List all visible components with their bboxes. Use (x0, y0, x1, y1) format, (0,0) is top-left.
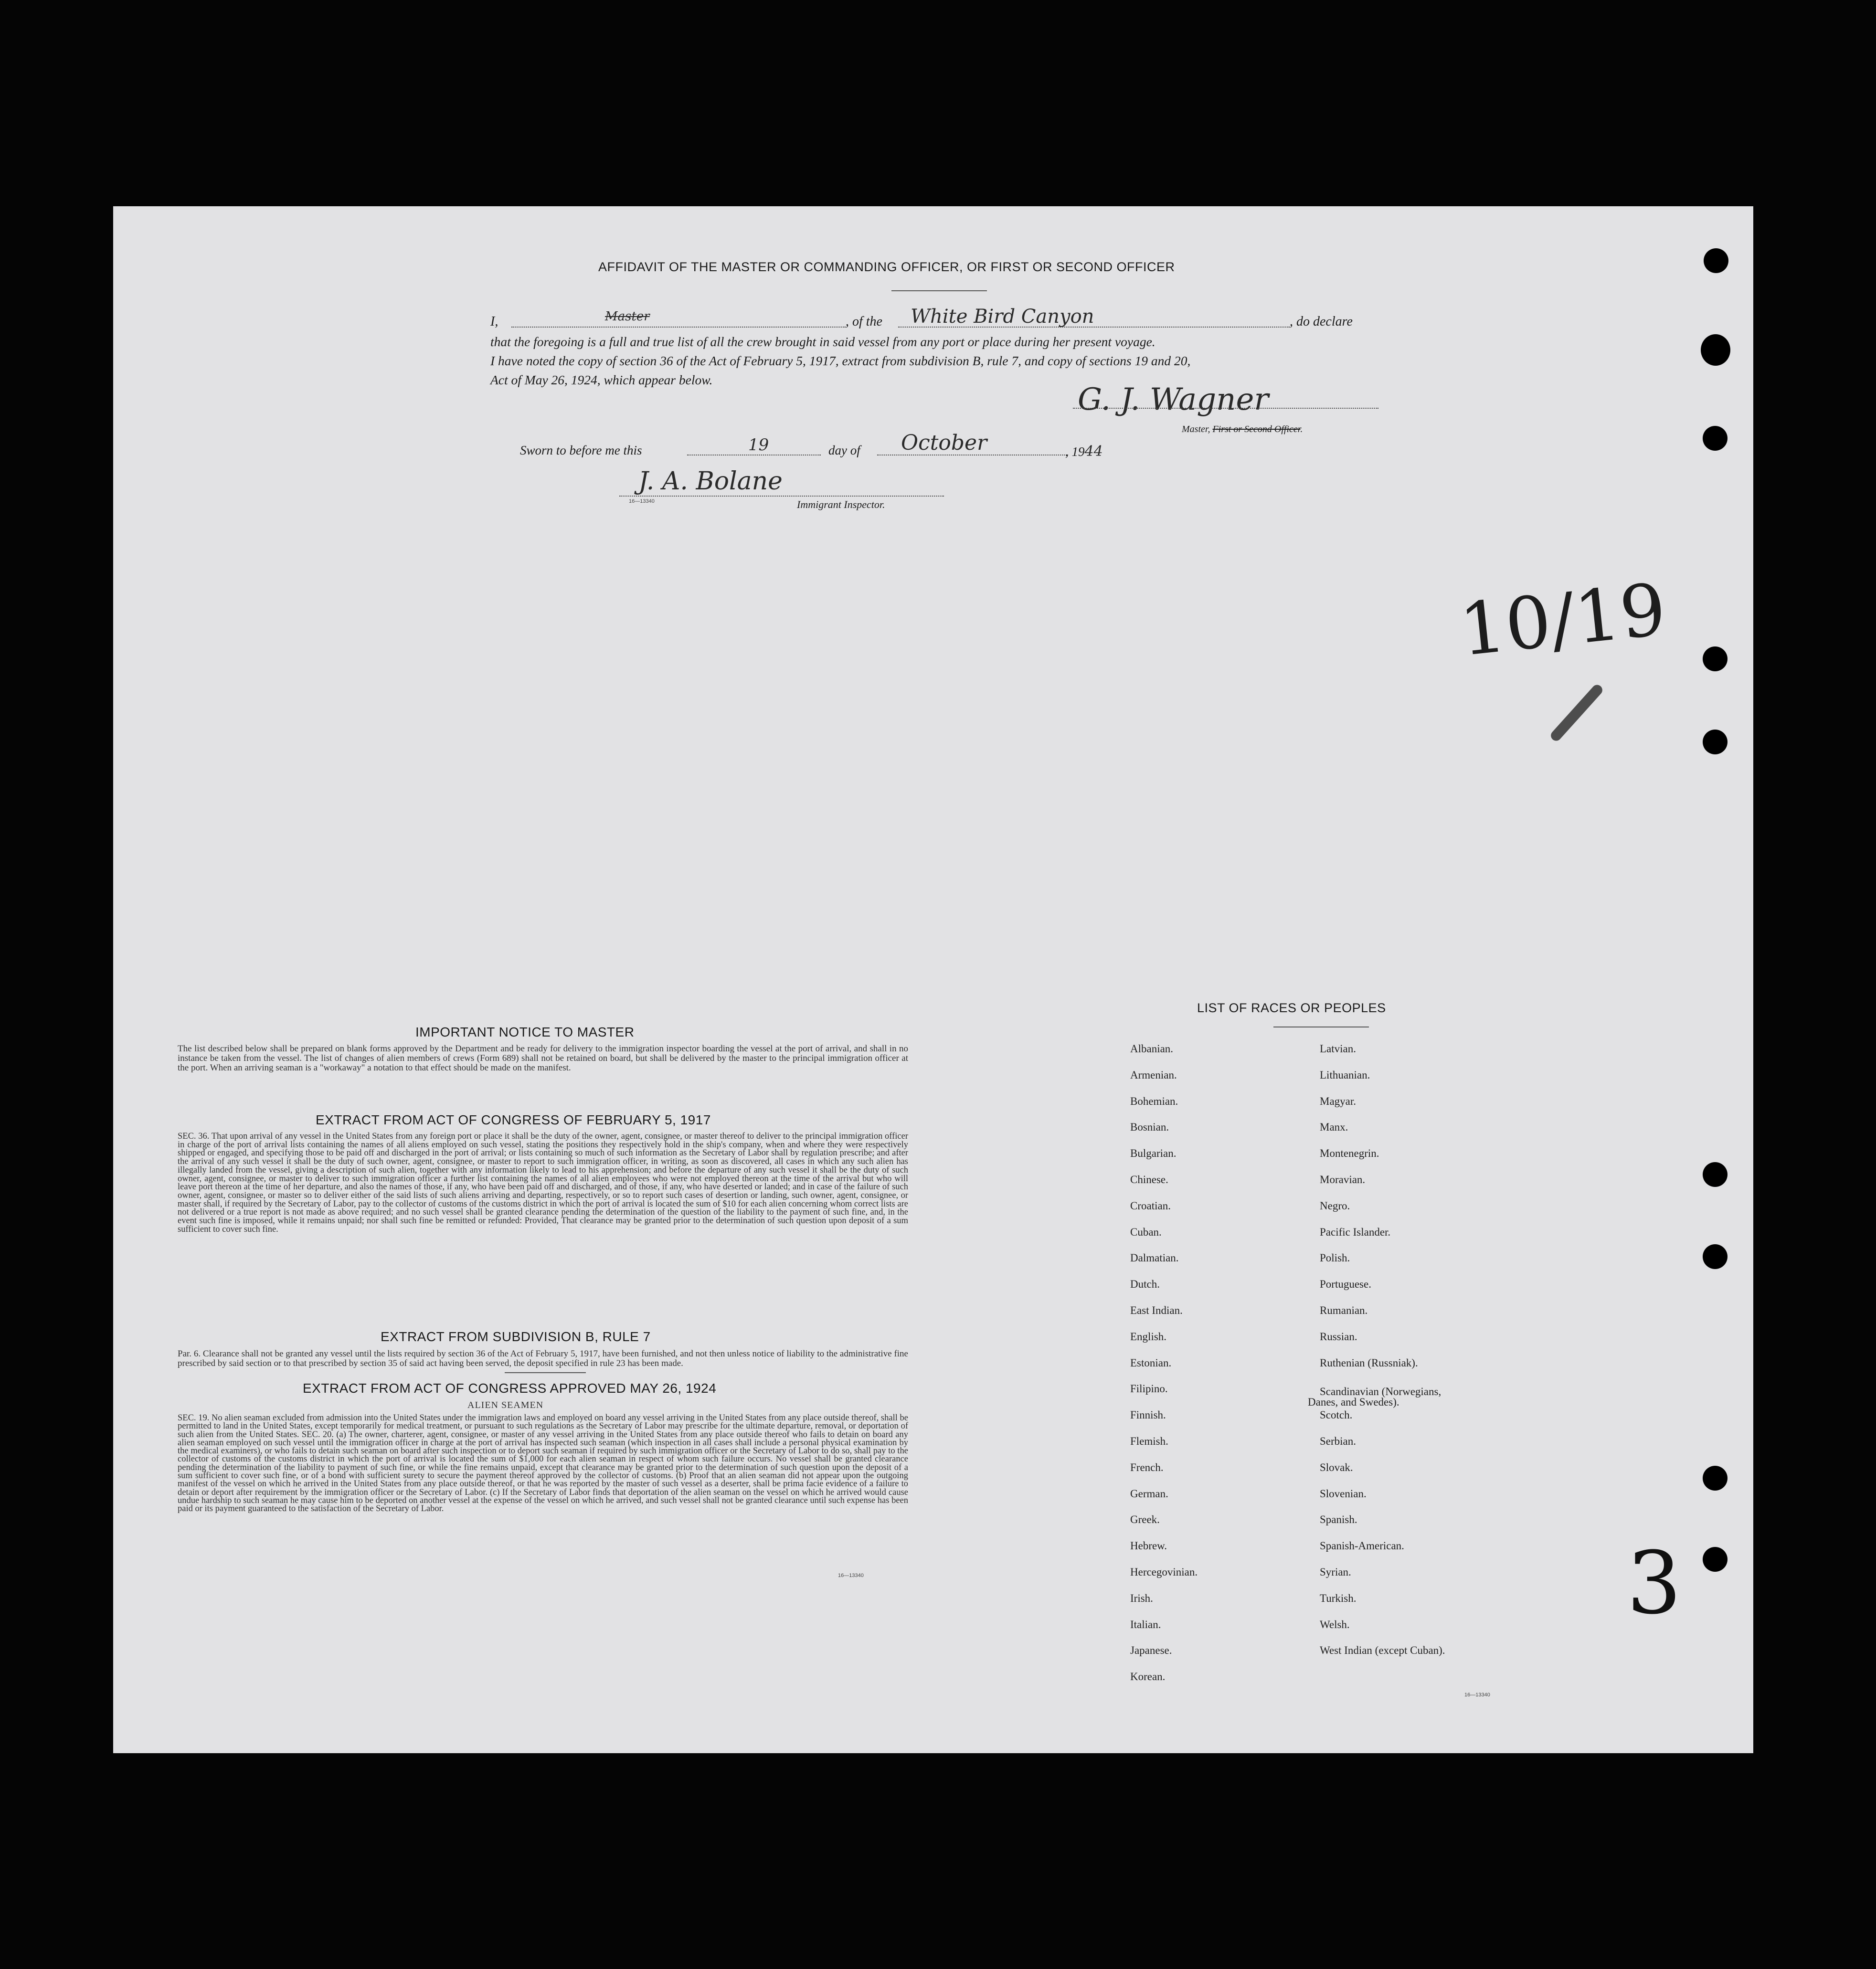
struck-name: Master (605, 309, 650, 324)
race-item-right: Syrian. (1320, 1566, 1351, 1578)
race-item-right: Portuguese. (1320, 1278, 1371, 1291)
race-item-left: Irish. (1130, 1592, 1153, 1604)
extract-form-number: 16—13340 (838, 1573, 864, 1578)
extract-1924-subtitle: ALIEN SEAMEN (467, 1400, 544, 1410)
race-item-left: Estonian. (1130, 1356, 1172, 1369)
affidavit-of-the: , of the (846, 314, 882, 329)
race-item-right: Scandinavian (Norwegians, (1320, 1386, 1441, 1398)
race-item-left: Bosnian. (1130, 1121, 1169, 1133)
master-signature: G. J. Wagner (1078, 382, 1269, 417)
race-item-left: Croatian. (1130, 1199, 1171, 1212)
race-item-right: Russian. (1320, 1330, 1357, 1343)
race-item-left: French. (1130, 1461, 1164, 1473)
race-item-left: Filipino. (1130, 1383, 1168, 1395)
extract-rule7-text: Par. 6. Clearance shall not be granted any vessel until the lists required by section 36 of the Act of February 5, 1917, have been furnished, and not then unless notice of liability to the administrative fine prescribed by said section or to that prescribed by section 35 of said act having been served, the deposit specified in rule 23 has been made. (178, 1349, 908, 1368)
sworn-year: , 1944 (1065, 443, 1103, 460)
race-item-left: Flemish. (1130, 1435, 1168, 1447)
binder-hole (1703, 1466, 1728, 1491)
race-item-right: Lithuanian. (1320, 1069, 1370, 1081)
races-form-number: 16—13340 (1464, 1692, 1490, 1698)
handwritten-page-number: 3 (1627, 1534, 1682, 1633)
affidavit-i: I, (490, 314, 498, 329)
race-item-right: Turkish. (1320, 1592, 1357, 1604)
race-item-right: Spanish. (1320, 1514, 1357, 1526)
race-item-left: Korean. (1130, 1671, 1166, 1683)
race-item-left: Greek. (1130, 1514, 1160, 1526)
sworn-day-of: day of (828, 443, 860, 457)
affidavit-form-number: 16—13340 (629, 498, 655, 504)
sworn-day: 19 (748, 435, 769, 455)
affidavit-title: AFFIDAVIT OF THE MASTER OR COMMANDING OFFICER, OR FIRST OR SECOND OFFICER (598, 260, 1175, 274)
binder-hole (1704, 248, 1728, 273)
notice-title: IMPORTANT NOTICE TO MASTER (415, 1025, 635, 1039)
race-item-left: Italian. (1130, 1618, 1161, 1630)
race-item-right: Welsh. (1320, 1618, 1350, 1630)
inspector-signature-line (619, 492, 944, 497)
race-item-right: Slovak. (1320, 1461, 1353, 1473)
master-label: Master, First or Second Officer. (1182, 424, 1303, 434)
race-item-right: Rumanian. (1320, 1304, 1368, 1316)
notice-text: The list described below shall be prepared on blank forms approved by the Department and be ready for delivery to the immigration inspector boarding the vessel at the port of arrival, and shall in no instance be taken from the vessel. The list of changes of alien members of crews (Form 689) shall not be retained on board, but shall be delivered by the master to the principal immigration officer at the port. When an arriving seaman is a "workaway" a notation to that effect should be made on the manifest. (178, 1044, 908, 1073)
extract-rule7-title: EXTRACT FROM SUBDIVISION B, RULE 7 (381, 1329, 651, 1344)
race-item-left: Albanian. (1130, 1043, 1174, 1055)
document-page (113, 206, 1753, 1753)
affidavit-line-2: that the foregoing is a full and true list of all the crew brought in said vessel from any port or place during her present voyage. (490, 334, 1155, 349)
race-item-left: Dutch. (1130, 1278, 1160, 1291)
race-item-right: Pacific Islander. (1320, 1226, 1391, 1238)
race-item-right: Spanish-American. (1320, 1540, 1404, 1552)
binder-hole (1703, 646, 1728, 671)
race-item-left: Bulgarian. (1130, 1147, 1176, 1160)
race-item-right: Serbian. (1320, 1435, 1357, 1447)
extract-1917-text: SEC. 36. That upon arrival of any vessel in the United States from any foreign port or place it shall be the duty of the owner, agent, consignee, or master thereof to deliver to the principal immigration officer in charge of the port of arrival lists containing the names of all aliens employed on such vessel, stating the positions they respectively hold in the ship's company, when and where they were respectively shipped or engaged, and specifying those to be paid off and discharged in the port of arrival; or lists containing so much of such information as the Secretary of Labor shall by regulation prescribe; and after the arrival of any such vessel it shall be the duty of such owner, agent, consignee, or master to report to such immigration officer, in writing, as soon as discovered, all cases in which any such alien has illegally landed from the vessel, giving a description of such alien, together with any information likely to lead to his apprehension; and before the departure of any such vessel it shall be the duty of such owner, agent, consignee, or master to deliver to such immigration officer a further list containing the names of all alien employees who were not employed thereon at the time of the arrival but who will leave port thereon at the time of her departure, and also the names of those, if any, who have been paid off and discharged, and of those, if any, who have deserted or landed; and in case of the failure of such owner, agent, consignee, or master so to deliver either of the said lists of such aliens arriving and departing, respectively, or so to report such cases of desertion or landing, such owner, agent, consignee, or master shall, if required by the Secretary of Labor, pay to the collector of customs of the customs district in which the port of arrival is located the sum of $10 for each alien concerning whom correct lists are not delivered or a true report is not made as above required; and no such vessel shall be granted clearance pending the determination of the question of the liability to the payment of such fine, and, in the event such fine is imposed, while it remains unpaid; nor shall such fine be remitted or refunded: Provided, That clearance may be granted prior to the determination of such question upon deposit of a sum sufficient to cover such fine. (178, 1132, 908, 1234)
race-item-right: Manx. (1320, 1121, 1348, 1133)
master-signature-line (1073, 403, 1378, 409)
affidavit-declare: , do declare (1290, 314, 1353, 329)
binder-hole (1703, 1547, 1728, 1572)
race-item-right: Magyar. (1320, 1095, 1357, 1107)
race-item-left: English. (1130, 1330, 1167, 1343)
title-rule (891, 290, 987, 291)
inspector-signature: J. A. Bolane (638, 467, 783, 496)
race-scandinavian-line-2: Danes, and Swedes). (1308, 1396, 1399, 1408)
vessel-name-handwritten: White Bird Canyon (911, 306, 1094, 328)
affidavit-line-4: Act of May 26, 1924, which appear below. (490, 372, 713, 387)
race-item-left: Bohemian. (1130, 1095, 1178, 1107)
race-item-right: West Indian (except Cuban). (1320, 1644, 1445, 1657)
race-item-left: East Indian. (1130, 1304, 1183, 1316)
race-item-right: Negro. (1320, 1199, 1350, 1212)
binder-hole (1703, 1162, 1728, 1187)
race-item-right: Montenegrin. (1320, 1147, 1379, 1160)
handwritten-date-note: 10/19 (1456, 568, 1670, 673)
race-item-left: German. (1130, 1487, 1168, 1500)
inspector-label: Immigrant Inspector. (797, 498, 885, 510)
affidavit-line-3: I have noted the copy of section 36 of the Act of February 5, 1917, extract from subdivision B, rule 7, and copy of sections 19 and 20, (490, 353, 1191, 368)
sworn-month: October (901, 431, 987, 455)
race-item-right: Moravian. (1320, 1174, 1366, 1186)
race-item-left: Hercegovinian. (1130, 1566, 1198, 1578)
race-item-left: Dalmatian. (1130, 1252, 1179, 1264)
race-item-left: Japanese. (1130, 1644, 1172, 1657)
binder-hole (1703, 1244, 1728, 1269)
race-item-right: Ruthenian (Russniak). (1320, 1356, 1418, 1369)
race-item-right: Slovenian. (1320, 1487, 1367, 1500)
binder-hole (1703, 730, 1728, 754)
name-line (511, 317, 846, 328)
race-item-left: Chinese. (1130, 1174, 1168, 1186)
extract-1924-text: SEC. 19. No alien seaman excluded from admission into the United States under the immigration laws and employed on board any vessel arriving in the United States from any place outside thereof, shall be permitted to land in the United States, except temporarily for medical treatment, or pursuant to such regulations as the Secretary of Labor may prescribe for the ultimate departure, removal, or deportation of such alien from the United States. SEC. 20. (a) The owner, charterer, agent, consignee, or master of any vessel arriving in the United States from any place outside thereof who fails to detain on board any alien seaman employed on such vessel until the immigration officer in charge at the port of arrival has inspected such seaman (which inspection in all cases shall include a personal physical examination by the medical examiners), or who fails to detain such seaman on board after such inspection or to deport such seaman if required by such immigration officer or the Secretary of Labor to do so, shall pay to the collector of customs of the customs district in which the port of arrival is located the sum of $1,000 for each alien seaman in respect of whom such failure occurs. No vessel shall be granted clearance pending the determination of the liability to payment of such fine, or while the fine remains unpaid, except that clearance may be granted prior to the determination of such question upon the deposit of a sum sufficient to cover such fine, or of a bond with sufficient surety to secure the payment thereof approved by the collector of customs. (b) Proof that an alien seaman did not appear upon the outgoing manifest of the vessel on which he arrived in the United States from any place outside thereof, or that he was reported by the master of such vessel as a deserter, shall be prima facie evidence of a failure to detain or deport after requirement by the immigration officer or the Secretary of Labor. (c) If the Secretary of Labor finds that deportation of the alien seaman on the vessel on which he arrived would cause undue hardship to such seaman he may cause him to be deported on another vessel at the expense of the vessel on which he arrived, and such vessel shall not be granted clearance until such expense has been paid or its payment guaranteed to the satisfaction of the Secretary of Labor. (178, 1413, 908, 1514)
extract-1924-title: EXTRACT FROM ACT OF CONGRESS APPROVED MAY 26, 1924 (303, 1381, 717, 1396)
race-item-right: Latvian. (1320, 1043, 1356, 1055)
races-title: LIST OF RACES OR PEOPLES (1197, 1001, 1386, 1015)
binder-hole (1701, 334, 1730, 366)
race-item-left: Cuban. (1130, 1226, 1162, 1238)
sworn-prefix: Sworn to before me this (520, 443, 642, 457)
race-item-left: Hebrew. (1130, 1540, 1167, 1552)
race-item-left: Finnish. (1130, 1409, 1166, 1421)
race-item-right: Scotch. (1320, 1409, 1353, 1421)
ink-smudge (1549, 683, 1605, 743)
race-item-right: Polish. (1320, 1252, 1350, 1264)
extract-1917-title: EXTRACT FROM ACT OF CONGRESS OF FEBRUARY 5, 1917 (316, 1112, 711, 1127)
race-item-left: Armenian. (1130, 1069, 1177, 1081)
binder-hole (1703, 426, 1728, 451)
rule7-divider (505, 1372, 586, 1373)
